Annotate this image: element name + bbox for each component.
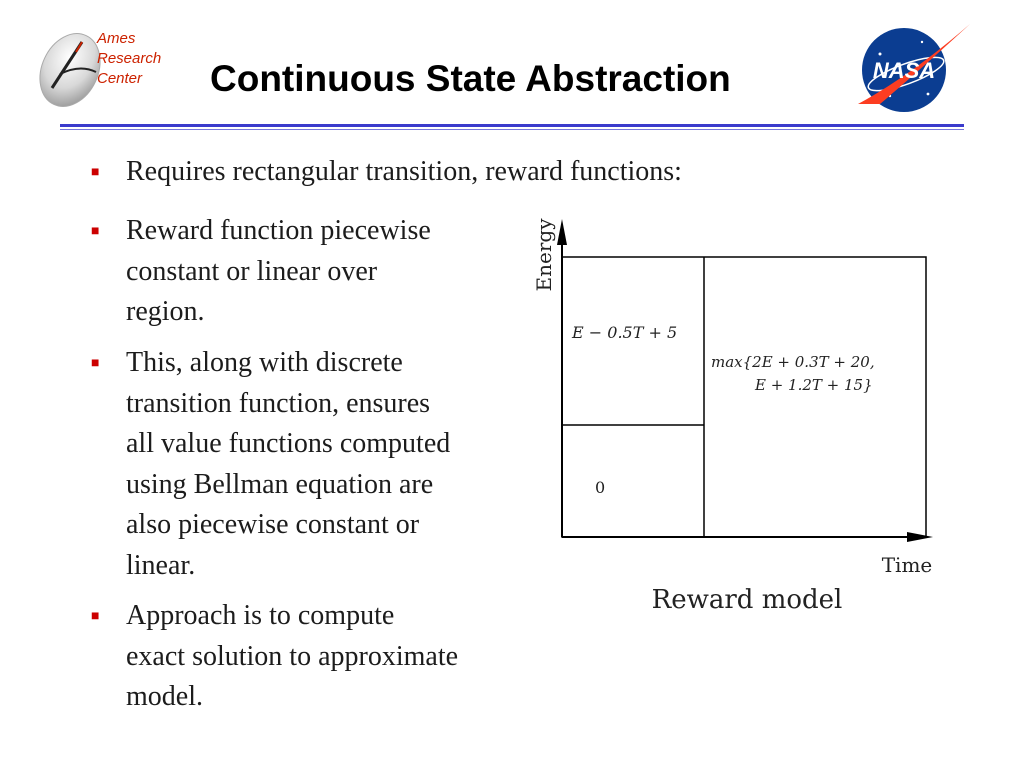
bullet-line: region. (126, 296, 205, 327)
bullet-text (126, 596, 458, 718)
bullet-line: Requires rectangular transition, reward functions: (126, 156, 682, 187)
bullet-text (126, 211, 431, 333)
bullet-line: all value functions computed (126, 428, 451, 459)
bullet-line: Reward function piecewise (126, 215, 431, 246)
bullet-text (126, 152, 682, 193)
bullet-line: linear. (126, 549, 196, 581)
bullet-line: model. (126, 681, 203, 712)
ames-logo-line: Research (97, 50, 162, 67)
bullet-marker: ■ (91, 356, 100, 371)
ames-logo-line: Ames (97, 30, 136, 47)
y-axis-label: Energy (532, 218, 556, 292)
region-outline (562, 257, 926, 537)
nasa-logo-text: NASA (872, 58, 936, 83)
bullet-marker: ■ (91, 165, 100, 180)
y-axis-arrow (557, 219, 567, 245)
ames-logo-text (97, 29, 161, 89)
ames-logo-line: Center (97, 70, 143, 87)
bullet-line: also piecewise constant or (126, 509, 420, 540)
bullet-marker: ■ (91, 609, 100, 624)
bullet-marker: ■ (91, 224, 100, 239)
figure-caption: Reward model (651, 585, 843, 615)
bullet-line: exact solution to approximate (126, 640, 459, 672)
reward-model-figure (515, 205, 955, 625)
bullet-line: This, along with discrete (126, 347, 403, 378)
bullet-line: transition function, ensures (126, 387, 431, 419)
header-rule-thin (60, 129, 964, 130)
slide-title: Continuous State Abstraction (210, 58, 731, 99)
nasa-logo (850, 18, 974, 116)
bullet-line: using Bellman equation are (126, 468, 434, 500)
region-right-label-line1: max{2E + 0.3T + 20, (711, 353, 875, 371)
region-upper-left-label: E − 0.5T + 5 (572, 323, 678, 342)
bullet-text (126, 343, 450, 586)
header-rule (60, 124, 964, 127)
region-lower-left-label: 0 (595, 478, 606, 497)
bullet-line: constant or linear over (126, 255, 378, 287)
region-right-label-line2: E + 1.2T + 15} (755, 376, 873, 394)
bullet-line: Approach is to compute (126, 600, 395, 631)
x-axis-label: Time (881, 553, 933, 577)
